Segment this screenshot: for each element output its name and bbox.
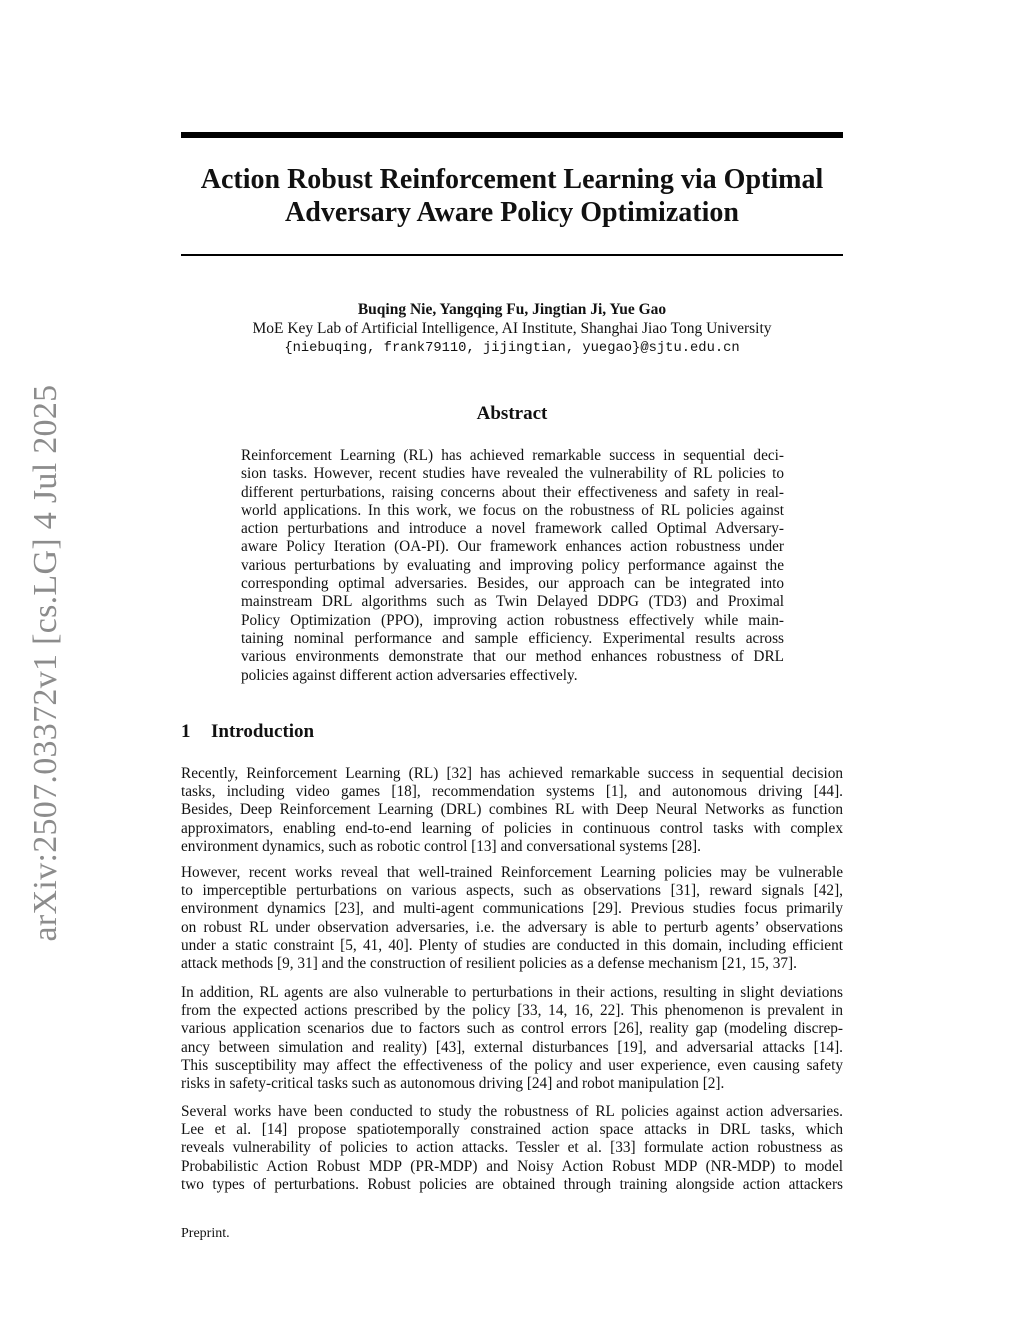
paragraph-line: reveals vulnerability of policies to action attacks. Tessler et al. [33] formulate action robustness as xyxy=(181,1139,843,1157)
paragraph-line: This susceptibility may affect the effectiveness of the policy and user experience, even causing safety xyxy=(181,1056,843,1074)
paper-title-line-1: Action Robust Reinforcement Learning via Optimal xyxy=(200,164,824,195)
abstract-line: various perturbations by evaluating and improving policy performance against the xyxy=(241,556,784,574)
introduction-paragraph-3 xyxy=(181,984,843,1093)
title-top-rule xyxy=(181,132,843,138)
paragraph-line: tasks, including video games [18], recommendation systems [1], and autonomous driving [44]. xyxy=(181,783,843,801)
paragraph-line: Lee et al. [14] propose spatiotemporally constrained action space attacks in DRL tasks, which xyxy=(181,1121,843,1139)
abstract-line: sion tasks. However, recent studies have revealed the vulnerability of RL policies to xyxy=(241,465,784,483)
paragraph-line: However, recent works reveal that well-trained Reinforcement Learning policies may be vulnerable xyxy=(181,864,843,881)
abstract-line: Policy Optimization (PPO), improving action robustness effectively while main- xyxy=(241,611,784,629)
arxiv-identifier-text: arXiv:2507.03372v1 [cs.LG] 4 Jul 2025 xyxy=(27,384,64,942)
paragraph-line: ancy between simulation and reality) [43], external disturbances [19], and adversarial attacks [14]. xyxy=(181,1038,843,1056)
abstract-line: policies against different action adversaries effectively. xyxy=(241,666,578,684)
paragraph-line: Recently, Reinforcement Learning (RL) [32] has achieved remarkable success in sequential decision xyxy=(181,765,843,782)
author-list: Buqing Nie, Yangqing Fu, Jingtian Ji, Yue Gao xyxy=(357,301,667,318)
author-emails: {niebuqing, frank79110, jijingtian, yuegao}@sjtu.edu.cn xyxy=(284,341,740,356)
section-heading-introduction xyxy=(181,720,314,744)
abstract-line: action perturbations and introduce a novel framework called Optimal Adversary- xyxy=(241,520,784,538)
abstract-line: mainstream DRL algorithms such as Twin Delayed DDPG (TD3) and Proximal xyxy=(241,593,784,611)
abstract-line: taining nominal performance and sample efficiency. Experimental results across xyxy=(241,629,784,647)
paper-title xyxy=(181,163,843,229)
paragraph-line: two types of perturbations. Robust policies are obtained through training alongside action attackers xyxy=(181,1175,843,1193)
paragraph-line: Several works have been conducted to study the robustness of RL policies against action adversaries. xyxy=(181,1103,843,1120)
introduction-paragraph-4 xyxy=(181,1103,843,1194)
abstract-line: aware Policy Iteration (OA-PI). Our framework enhances action robustness under xyxy=(241,538,784,556)
abstract-line: corresponding optimal adversaries. Besides, our approach can be integrated into xyxy=(241,575,784,593)
paragraph-line: under a static constraint [5, 41, 40]. Plenty of studies are conducted in this domain, including efficient xyxy=(181,936,843,954)
paper-title-line-2: Adversary Aware Policy Optimization xyxy=(285,197,739,228)
paragraph-line: environment dynamics, such as robotic control [13] and conversational systems [28]. xyxy=(181,837,701,855)
paragraph-line: approximators, enabling end-to-end learning of policies in continuous control tasks with complex xyxy=(181,819,843,837)
paragraph-line: environment dynamics [23], and multi-agent communications [29]. Previous studies focus primarily xyxy=(181,900,843,918)
footer-note: Preprint. xyxy=(181,1226,230,1241)
title-bottom-rule xyxy=(181,254,843,256)
paragraph-line: Besides, Deep Reinforcement Learning (DRL) combines RL with Deep Neural Networks as function xyxy=(181,801,843,819)
introduction-paragraph-1 xyxy=(181,765,843,856)
paragraph-line: to imperceptible perturbations on various aspects, such as observations [31], reward signals [42], xyxy=(181,882,843,900)
introduction-paragraph-2 xyxy=(181,864,843,973)
paragraph-line: on robust RL under observation adversaries, i.e. the adversary is able to perturb agents’ observations xyxy=(181,918,843,936)
paragraph-line: risks in safety-critical tasks such as autonomous driving [24] and robot manipulation [2]. xyxy=(181,1074,725,1092)
section-number: 1 xyxy=(181,721,191,742)
abstract-heading: Abstract xyxy=(476,403,548,424)
paragraph-line: In addition, RL agents are also vulnerable to perturbations in their actions, resulting in slight deviations xyxy=(181,984,843,1001)
abstract-body xyxy=(241,447,784,685)
abstract-line: Reinforcement Learning (RL) has achieved remarkable success in sequential deci- xyxy=(241,447,784,464)
section-title: Introduction xyxy=(211,721,315,742)
paragraph-line: Probabilistic Action Robust MDP (PR-MDP) and Noisy Action Robust MDP (NR-MDP) to model xyxy=(181,1157,843,1175)
paragraph-line: attack methods [9, 31] and the construction of resilient policies as a defense mechanism [21, 15, 37]. xyxy=(181,954,797,972)
abstract-line: world applications. In this work, we focus on the robustness of RL policies against xyxy=(241,501,784,519)
author-affiliation: MoE Key Lab of Artificial Intelligence, AI Institute, Shanghai Jiao Tong University xyxy=(252,320,772,337)
paragraph-line: various application scenarios due to factors such as control errors [26], reality gap (modeling discrep- xyxy=(181,1020,843,1038)
paragraph-line: from the expected actions prescribed by the policy [33, 14, 16, 22]. This phenomenon is prevalent in xyxy=(181,1002,843,1020)
abstract-line: various environments demonstrate that our method enhances robustness of DRL xyxy=(241,648,784,666)
abstract-line: different perturbations, raising concerns about their effectiveness and safety in real- xyxy=(241,483,784,501)
